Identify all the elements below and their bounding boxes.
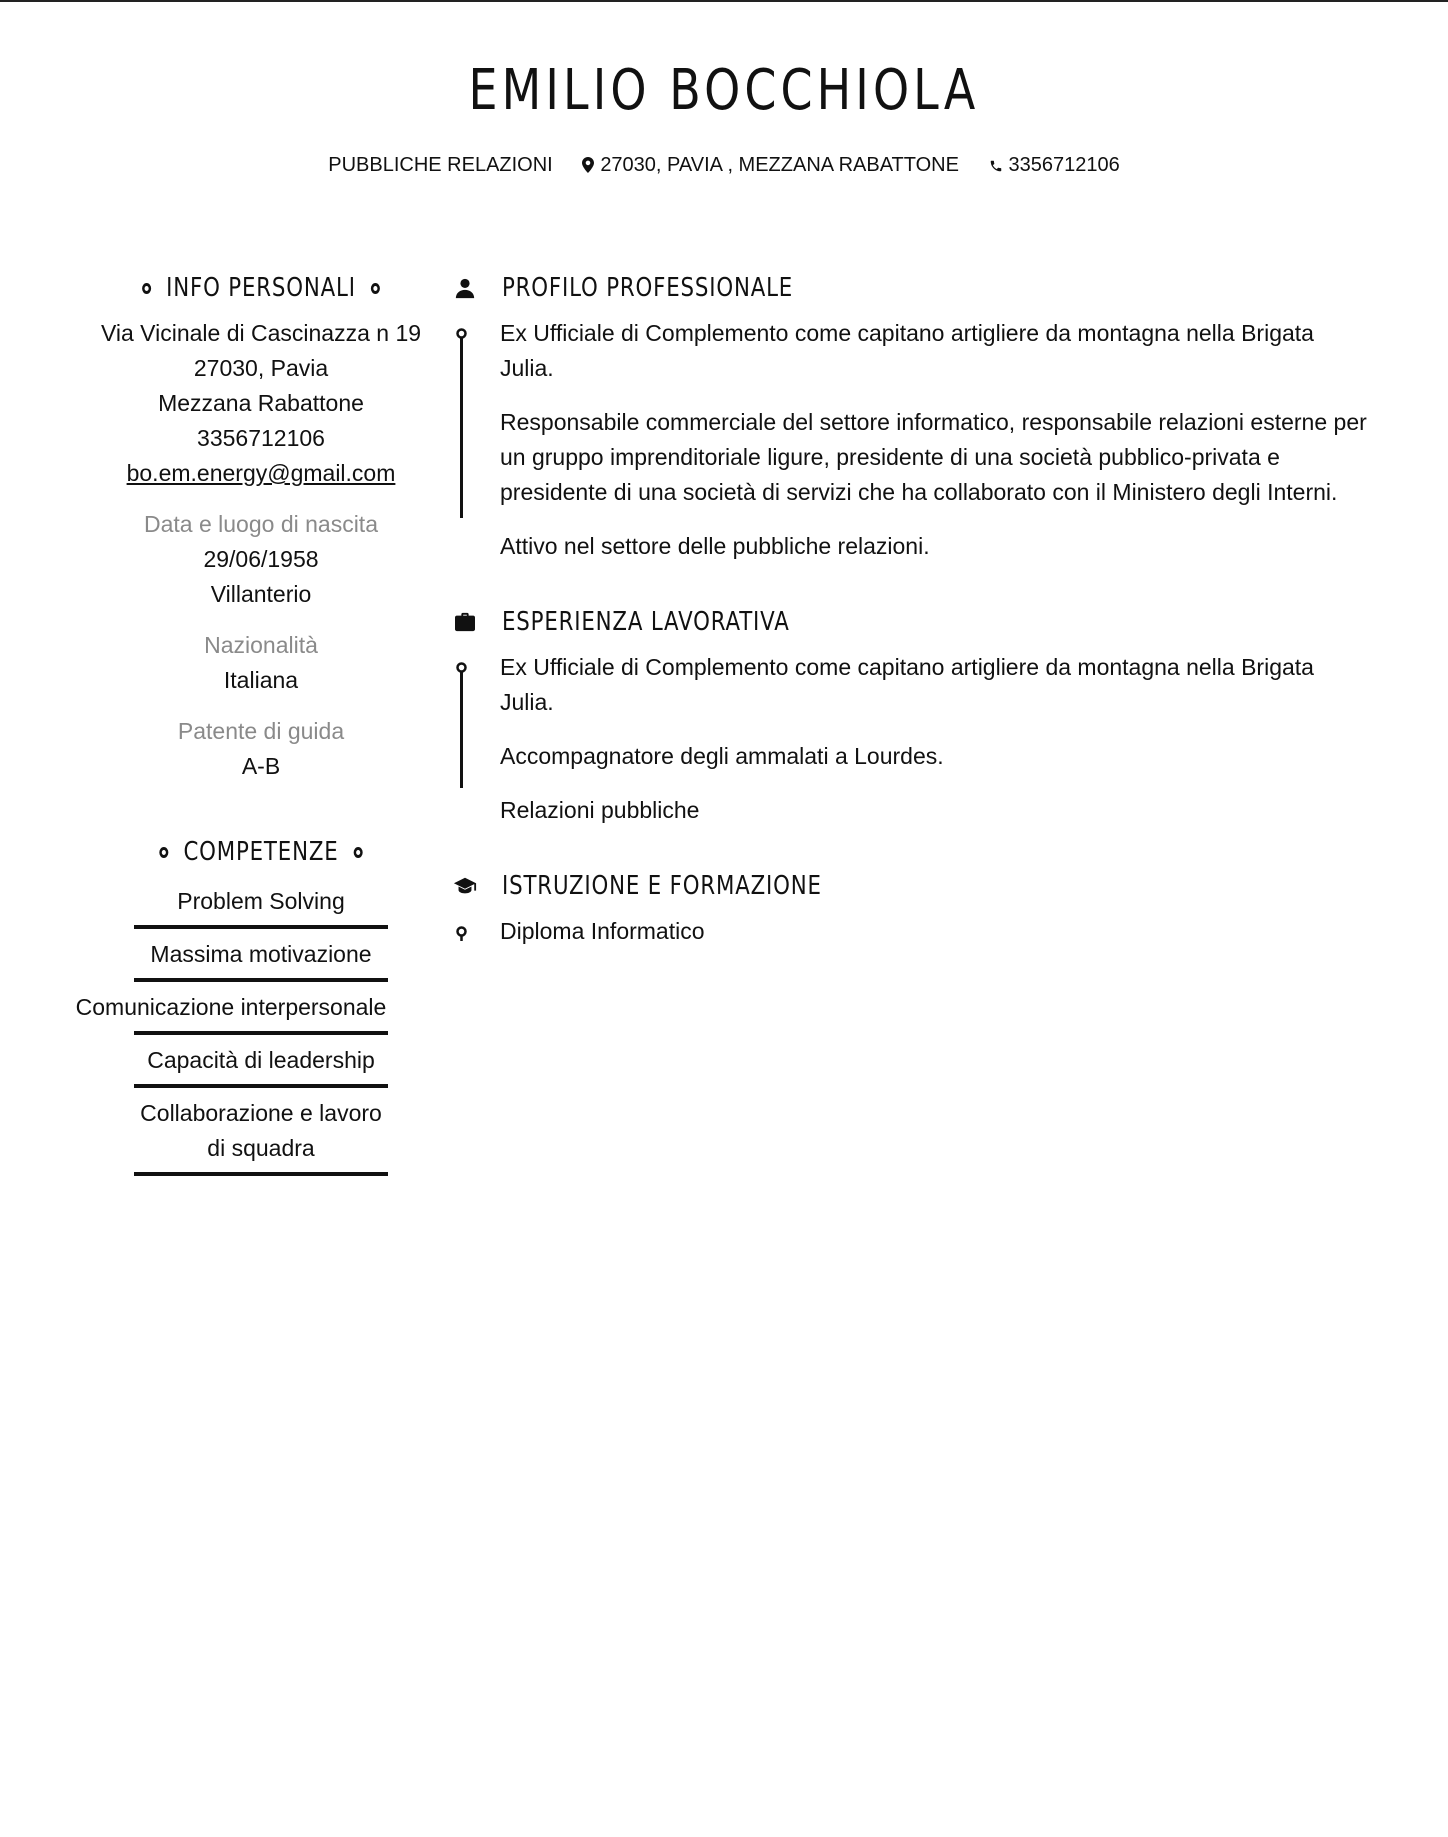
- skill-item: Massima motivazione: [134, 929, 388, 982]
- nationality-label: Nazionalità: [204, 632, 318, 658]
- candidate-name: EMILIO BOCCHIOLA: [468, 58, 980, 123]
- person-icon: [452, 275, 478, 301]
- skills-heading: [126, 834, 397, 870]
- phone-icon: [989, 159, 1003, 173]
- profile-paragraph: Ex Ufficiale di Complemento come capitano artigliere da montagna nella Brigata Julia.: [500, 320, 1314, 381]
- header-role: PUBBLICHE RELAZIONI: [328, 154, 553, 177]
- briefcase-icon: [452, 609, 478, 635]
- graduation-cap-icon: [452, 873, 478, 899]
- skills-list: [75, 876, 426, 1176]
- experience-paragraph: Accompagnatore degli ammalati a Lourdes.: [500, 743, 944, 769]
- education-paragraph: Diploma Informatico: [500, 918, 705, 944]
- skill-item: Capacità di leadership: [134, 1035, 388, 1088]
- timeline-line: [460, 338, 463, 518]
- skill-item: Comunicazione interpersonale: [75, 994, 387, 1020]
- experience-header: [448, 604, 1368, 640]
- nationality-value: Italiana: [223, 667, 299, 693]
- experience-paragraph: Relazioni pubbliche: [500, 797, 700, 823]
- sidebar: [75, 270, 426, 1176]
- birth-place: Villanterio: [210, 581, 312, 607]
- address-line-3: Mezzana Rabattone: [158, 390, 364, 416]
- email-link[interactable]: bo.em.energy@gmail.com: [126, 460, 396, 486]
- education-timeline: [448, 914, 1368, 949]
- header-location: [582, 154, 959, 177]
- education-header: [448, 868, 1368, 904]
- contact-phone: 3356712106: [197, 425, 325, 451]
- address-line-2: 27030, Pavia: [193, 355, 329, 381]
- experience-timeline: [448, 650, 1368, 828]
- license-label: Patente di guida: [177, 718, 345, 744]
- profile-title: PROFILO PROFESSIONALE: [502, 273, 794, 303]
- education-title: ISTRUZIONE E FORMAZIONE: [502, 871, 822, 901]
- skills-heading-text: COMPETENZE: [183, 837, 339, 867]
- main-content: [448, 270, 1368, 989]
- birth-date: 29/06/1958: [203, 546, 319, 572]
- profile-timeline: [448, 316, 1368, 564]
- info-heading-text: INFO PERSONALI: [166, 273, 356, 303]
- timeline-pin-icon: [456, 926, 467, 942]
- profile-section: [448, 270, 1368, 564]
- profile-paragraph: Responsabile commerciale del settore informatico, responsabile relazioni esterne per un gruppo imprenditoriale ligure, presidente di una società pubblico-privata e presidente di una società di servizi che ha collaborato con il Ministero degli Interni.: [500, 409, 1367, 505]
- birth-label: Data e luogo di nascita: [144, 511, 378, 537]
- address-line-1: Via Vicinale di Cascinazza n 19: [100, 320, 422, 346]
- ring-icon: [371, 283, 380, 294]
- skill-item: Collaborazione e lavoro di squadra: [134, 1088, 388, 1176]
- location-pin-icon: [582, 157, 594, 173]
- experience-paragraph: Ex Ufficiale di Complemento come capitano artigliere da montagna nella Brigata Julia.: [500, 654, 1314, 715]
- skill-item: Problem Solving: [134, 876, 388, 929]
- profile-paragraph: Attivo nel settore delle pubbliche relazioni.: [500, 533, 930, 559]
- ring-icon: [142, 283, 151, 294]
- profile-header: [448, 270, 1368, 306]
- timeline-line: [460, 672, 463, 788]
- info-heading: [126, 270, 397, 306]
- license-value: A-B: [241, 753, 281, 779]
- ring-icon: [353, 847, 362, 858]
- top-border: [0, 0, 1448, 2]
- header-phone: [989, 154, 1120, 177]
- header-phone-text: 3356712106: [1008, 154, 1120, 177]
- experience-section: [448, 604, 1368, 828]
- education-section: [448, 868, 1368, 949]
- experience-title: ESPERIENZA LAVORATIVA: [502, 607, 790, 637]
- ring-icon: [160, 847, 169, 858]
- contact-details: [96, 316, 426, 491]
- header-location-text: 27030, PAVIA , MEZZANA RABATTONE: [600, 154, 959, 177]
- header-contact-line: [0, 154, 1448, 177]
